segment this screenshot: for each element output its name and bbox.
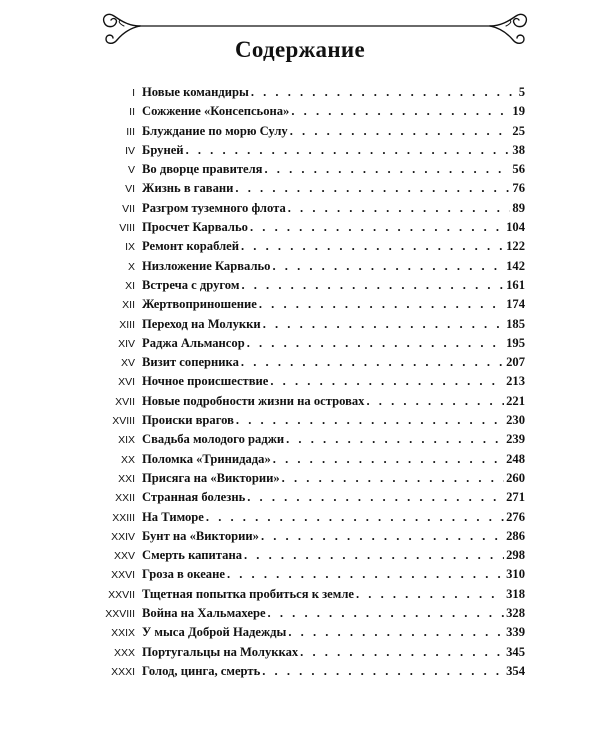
toc-entry [100, 450, 525, 469]
chapter-number: XXIV [111, 530, 135, 543]
page-number: 25 [512, 123, 525, 138]
page-number: 318 [506, 586, 525, 601]
page-number: 5 [518, 85, 525, 99]
dot-leader [244, 546, 504, 565]
dot-leader [259, 295, 504, 314]
chapter-number: XXIII [112, 511, 135, 524]
chapter-number: VIII [119, 222, 135, 235]
chapter-number: XXVIII [105, 608, 135, 621]
toc-entry [100, 623, 525, 642]
toc-entry [100, 257, 525, 276]
chapter-number: I [132, 87, 135, 99]
chapter-title: Ночное происшествие [142, 374, 269, 389]
dot-leader [247, 334, 504, 353]
page-number: 221 [506, 393, 525, 408]
page-number: 76 [512, 181, 525, 196]
toc-entry [100, 469, 525, 488]
toc-entry [100, 585, 525, 604]
page-number: 89 [512, 200, 525, 215]
chapter-number: XXII [115, 492, 135, 505]
chapter-title: Бруней [142, 142, 184, 157]
dot-leader [291, 102, 510, 121]
chapter-title: Раджа Альмансор [142, 335, 245, 350]
dot-leader [288, 623, 504, 642]
dot-leader [290, 122, 511, 141]
toc-entry [100, 430, 525, 449]
dot-leader [272, 257, 504, 276]
toc-entry [100, 122, 525, 141]
page-number: 161 [506, 277, 525, 292]
chapter-number: XV [120, 357, 135, 370]
chapter-title: Визит соперника [142, 355, 239, 370]
page-number: 230 [506, 413, 525, 428]
page-number: 328 [506, 606, 525, 621]
chapter-number: XIV [118, 337, 135, 350]
dot-leader [263, 315, 504, 334]
chapter-title: Жертвоприношение [142, 297, 257, 312]
toc-entry [100, 218, 525, 237]
page-number: 345 [506, 644, 525, 659]
chapter-title: Тщетная попытка пробиться к земле [142, 586, 354, 601]
dot-leader [268, 604, 505, 623]
chapter-title: Разгром туземного флота [142, 200, 286, 215]
dot-leader [261, 527, 504, 546]
table-of-contents [100, 83, 525, 681]
chapter-number: III [126, 125, 135, 138]
dot-leader [262, 662, 504, 681]
toc-entry [100, 276, 525, 295]
toc-entry [100, 604, 525, 623]
chapter-title: Поломка «Тринидада» [142, 451, 271, 466]
chapter-number: XII [122, 299, 135, 312]
chapter-number: XXV [113, 550, 135, 563]
chapter-title: Происки врагов [142, 413, 234, 428]
toc-entry [100, 237, 525, 256]
chapter-number: II [129, 106, 135, 119]
toc-entry [100, 565, 525, 584]
chapter-number: XXVII [108, 588, 135, 601]
chapter-number: XVIII [112, 415, 135, 428]
toc-entry [100, 295, 525, 314]
toc-entry [100, 83, 525, 102]
page-number: 207 [506, 355, 525, 370]
chapter-title: Присяга на «Виктории» [142, 470, 280, 485]
page-number: 104 [506, 220, 525, 235]
toc-entry [100, 102, 525, 121]
toc-entry [100, 411, 525, 430]
dot-leader [186, 141, 511, 160]
toc-entry [100, 488, 525, 507]
page-number: 286 [506, 528, 525, 543]
page-number: 298 [506, 548, 525, 563]
chapter-number: XVII [115, 395, 135, 408]
page-number: 38 [512, 142, 525, 157]
chapter-number: XXX [113, 646, 135, 659]
chapter-title: На Тиморе [142, 509, 204, 524]
dot-leader [286, 430, 504, 449]
chapter-number: XX [120, 453, 135, 466]
toc-entry [100, 334, 525, 353]
page-number: 271 [506, 490, 525, 505]
dot-leader [265, 160, 511, 179]
dot-leader [250, 218, 504, 237]
chapter-title: Ремонт кораблей [142, 239, 239, 254]
dot-leader [227, 565, 504, 584]
chapter-number: XIII [119, 318, 135, 331]
page-number: 248 [506, 451, 525, 466]
page-number: 310 [506, 567, 525, 582]
chapter-number: VII [122, 202, 135, 215]
page-number: 122 [506, 239, 525, 254]
dot-leader [273, 450, 504, 469]
page-number: 260 [506, 470, 525, 485]
toc-entry [100, 372, 525, 391]
chapter-title: Встреча с другом [142, 277, 240, 292]
chapter-title: Голод, цинга, смерть [142, 663, 261, 678]
toc-entry [100, 527, 525, 546]
chapter-title: Блуждание по морю Сулу [142, 123, 288, 138]
dot-leader [236, 411, 504, 430]
chapter-title: Новые командиры [142, 85, 249, 99]
dot-leader [235, 179, 510, 198]
page-number: 19 [512, 104, 525, 119]
chapter-number: XXVI [111, 569, 135, 582]
chapter-title: Новые подробности жизни на островах [142, 393, 365, 408]
chapter-number: XIX [118, 434, 135, 447]
chapter-number: XXIX [111, 627, 135, 640]
toc-entry [100, 662, 525, 681]
chapter-number: XXXI [111, 665, 135, 678]
page-number: 354 [506, 663, 525, 678]
chapter-number: IV [125, 144, 135, 157]
chapter-title: Сожжение «Консепсьона» [142, 104, 290, 119]
dot-leader [241, 237, 504, 256]
page-number: 339 [506, 625, 525, 640]
chapter-title: Странная болезнь [142, 490, 246, 505]
page-title: Содержание [235, 37, 365, 62]
toc-entry [100, 179, 525, 198]
page-number: 185 [506, 316, 525, 331]
page-number: 174 [506, 297, 525, 312]
chapter-title: Просчет Карвальо [142, 220, 248, 235]
dot-leader [247, 488, 504, 507]
toc-entry [100, 160, 525, 179]
dot-leader [251, 83, 517, 102]
chapter-title: Гроза в океане [142, 567, 225, 582]
dot-leader [206, 508, 504, 527]
chapter-number: V [127, 164, 135, 177]
chapter-title: У мыса Доброй Надежды [142, 625, 287, 640]
chapter-title: Война на Хальмахере [142, 606, 266, 621]
chapter-number: X [127, 260, 135, 273]
chapter-title: Жизнь в гавани [142, 181, 234, 196]
dot-leader [366, 392, 504, 411]
dot-leader [300, 643, 504, 662]
toc-entry [100, 508, 525, 527]
toc-entry [100, 392, 525, 411]
page-number: 142 [506, 258, 525, 273]
chapter-title: Бунт на «Виктории» [142, 528, 259, 543]
chapter-title: Свадьба молодого раджи [142, 432, 285, 447]
toc-entry [100, 199, 525, 218]
chapter-title: Португальцы на Молукках [142, 644, 299, 659]
chapter-title: Смерть капитана [142, 548, 242, 563]
chapter-number: XVI [118, 376, 135, 389]
chapter-title: Во дворце правителя [142, 162, 263, 177]
page-number: 56 [512, 162, 525, 177]
dot-leader [288, 199, 511, 218]
page-number: 276 [506, 509, 525, 524]
chapter-title: Переход на Молукки [142, 316, 261, 331]
toc-entry [100, 141, 525, 160]
dot-leader [282, 469, 504, 488]
chapter-number: XXI [118, 472, 135, 485]
dot-leader [270, 372, 504, 391]
toc-entry [100, 315, 525, 334]
dot-leader [241, 353, 504, 372]
toc-entry [100, 353, 525, 372]
chapter-number: VI [125, 183, 135, 196]
page-number: 213 [506, 374, 525, 389]
page-number: 195 [506, 335, 525, 350]
dot-leader [356, 585, 504, 604]
toc-entry [100, 643, 525, 662]
chapter-title: Низложение Карвальо [142, 258, 271, 273]
page-number: 239 [506, 432, 525, 447]
chapter-number: IX [125, 241, 135, 254]
dot-leader [241, 276, 504, 295]
chapter-number: XI [125, 279, 135, 292]
toc-entry [100, 546, 525, 565]
